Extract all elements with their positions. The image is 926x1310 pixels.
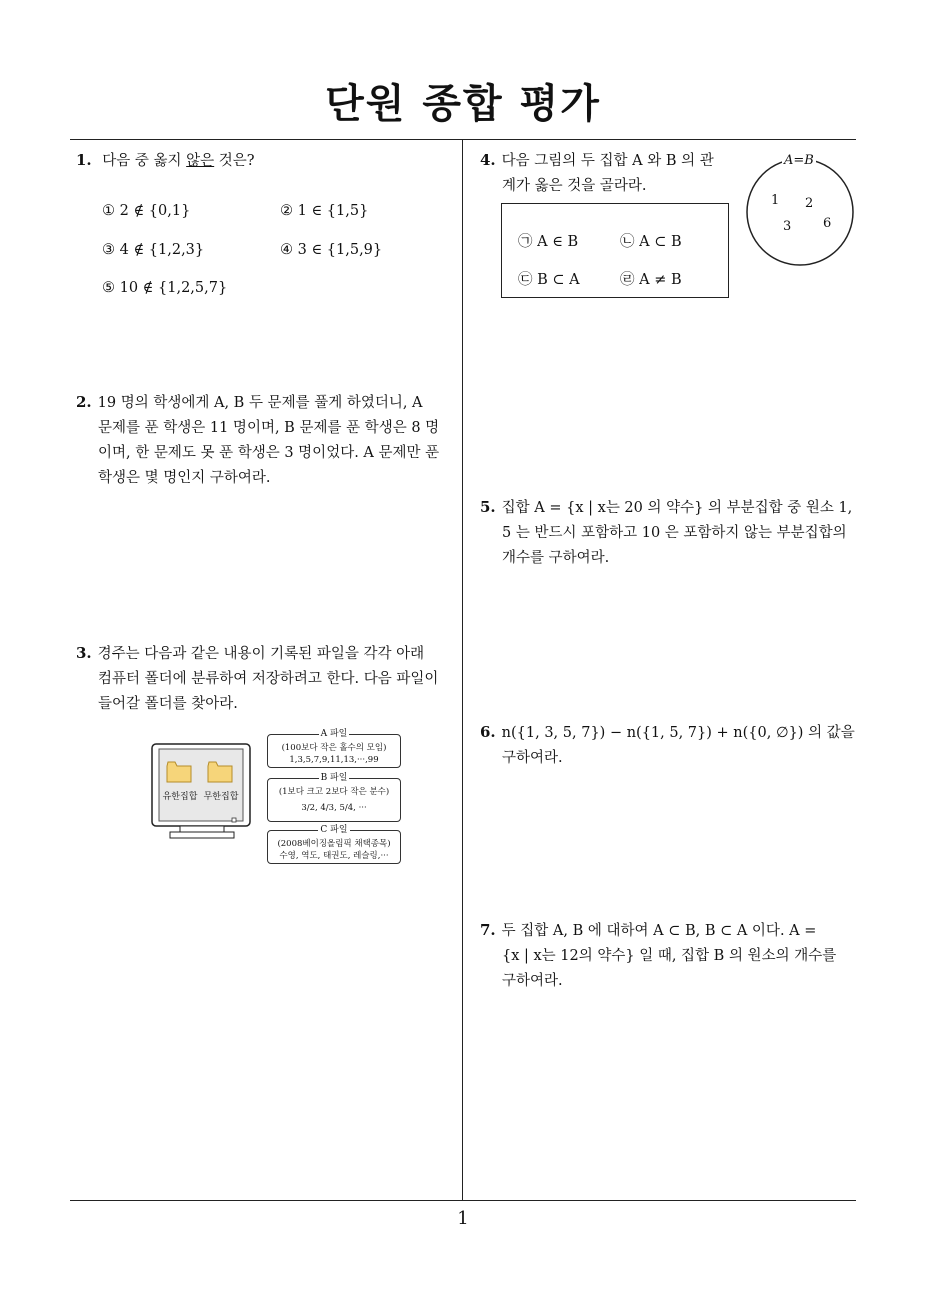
- file-line-1: (1보다 크고 2보다 작은 분수): [278, 787, 390, 797]
- page-title: 단원 종합 평가: [325, 81, 601, 127]
- q4-choice-1: ㉠ A ∈ B: [518, 234, 579, 250]
- file-line-2: 3/2, 4/3, 5/4, ···: [301, 803, 367, 813]
- folder-label-infinite: 무한집합: [203, 792, 239, 802]
- file-box-c: [267, 825, 401, 864]
- folder-icon: [207, 760, 233, 784]
- folder-label-finite: 유한집합: [162, 792, 198, 802]
- venn-label: A=B: [784, 153, 814, 168]
- q4-choice-3: ㉢ B ⊂ A: [518, 272, 580, 288]
- question-number: 1.: [76, 151, 92, 169]
- question-number: 2.: [76, 393, 92, 411]
- question-text-post: 것은?: [214, 153, 255, 169]
- q4-line-2: 계가 옳은 것을 골라라.: [502, 178, 647, 194]
- question-2: [76, 390, 458, 491]
- file-line-2: 수영, 역도, 태권도, 레슬링,···: [279, 851, 389, 861]
- venn-element: 3: [783, 219, 792, 234]
- q2-line-4: 학생은 몇 명인지 구하여라.: [98, 470, 271, 486]
- question-5: [480, 495, 862, 571]
- q4-choice-4: ㉣ A ≠ B: [620, 272, 682, 288]
- q1-option-4: ④ 3 ∈ {1,5,9}: [280, 242, 383, 258]
- file-line-1: (2008베이징올림픽 채택종목): [277, 839, 391, 849]
- venn-element: 6: [823, 216, 832, 231]
- q4-choice-2: ㉡ A ⊂ B: [620, 234, 682, 250]
- q7-line-1: 두 집합 A, B 에 대하여 A ⊂ B, B ⊂ A 이다. A =: [501, 923, 817, 939]
- q1-option-2: ② 1 ∈ {1,5}: [280, 203, 369, 219]
- q5-line-1: 집합 A = {x | x는 20 의 약수} 의 부분집합 중 원소 1,: [501, 500, 853, 516]
- q2-line-2: 문제를 푼 학생은 11 명이며, B 문제를 푼 학생은 8 명: [98, 420, 440, 436]
- question-6: [480, 720, 862, 771]
- file-title: C 파일: [320, 825, 348, 835]
- question-number: 7.: [480, 921, 496, 939]
- computer-illustration: [150, 742, 254, 842]
- question-text-underline: 않은: [186, 153, 215, 169]
- question-7: [480, 918, 862, 994]
- file-line-2: 1,3,5,7,9,11,13,···,99: [289, 755, 379, 765]
- question-1: [76, 148, 456, 174]
- column-divider: [462, 139, 463, 1201]
- bottom-rule: [70, 1200, 856, 1201]
- q6-line-1: n({1, 3, 5, 7}) − n({1, 5, 7}) + n({0, ∅}) 의 값을: [501, 725, 855, 741]
- question-text-pre: 다음 중 옳지: [102, 153, 187, 169]
- venn-element: 2: [805, 196, 814, 211]
- question-number: 4.: [480, 151, 496, 169]
- q1-option-3: ③ 4 ∉ {1,2,3}: [102, 242, 205, 258]
- q3-line-1: 경주는 다음과 같은 내용이 기록된 파일을 각각 아래: [97, 646, 425, 662]
- file-title: A 파일: [320, 729, 348, 739]
- question-number: 6.: [480, 723, 496, 741]
- venn-circle-icon: [744, 152, 856, 272]
- q1-option-1: ① 2 ∉ {0,1}: [102, 203, 191, 219]
- q1-option-5: ⑤ 10 ∉ {1,2,5,7}: [102, 280, 228, 296]
- file-box-b: [267, 773, 401, 822]
- q7-line-3: 구하여라.: [502, 973, 563, 989]
- q4-line-1: 다음 그림의 두 집합 A 와 B 의 관: [501, 153, 714, 169]
- q2-line-3: 이며, 한 문제도 못 푼 학생은 3 명이었다. A 문제만 푼: [98, 445, 440, 461]
- q2-line-1: 19 명의 학생에게 A, B 두 문제를 풀게 하였더니, A: [97, 395, 423, 411]
- file-box-a: [267, 729, 401, 768]
- q6-line-2: 구하여라.: [502, 750, 563, 766]
- page-number: 1: [457, 1208, 469, 1229]
- file-line-1: (100보다 작은 홀수의 모임): [281, 743, 387, 753]
- question-3: [76, 641, 458, 717]
- venn-diagram: [744, 152, 856, 272]
- file-title: B 파일: [320, 773, 348, 783]
- folder-icon: [166, 760, 192, 784]
- question-number: 3.: [76, 644, 92, 662]
- q3-line-3: 들어갈 폴더를 찾아라.: [98, 696, 238, 712]
- q5-line-3: 개수를 구하여라.: [502, 550, 610, 566]
- venn-element: 1: [771, 193, 780, 208]
- question-number: 5.: [480, 498, 496, 516]
- question-4: [480, 148, 750, 199]
- q5-line-2: 5 는 반드시 포함하고 10 은 포함하지 않는 부분집합의: [502, 525, 847, 541]
- q3-line-2: 컴퓨터 폴더에 분류하여 저장하려고 한다. 다음 파일이: [98, 671, 439, 687]
- q4-choice-box: [501, 203, 729, 298]
- top-rule: [70, 139, 856, 140]
- q7-line-2: {x | x는 12의 약수} 일 때, 집합 B 의 원소의 개수를: [502, 948, 837, 964]
